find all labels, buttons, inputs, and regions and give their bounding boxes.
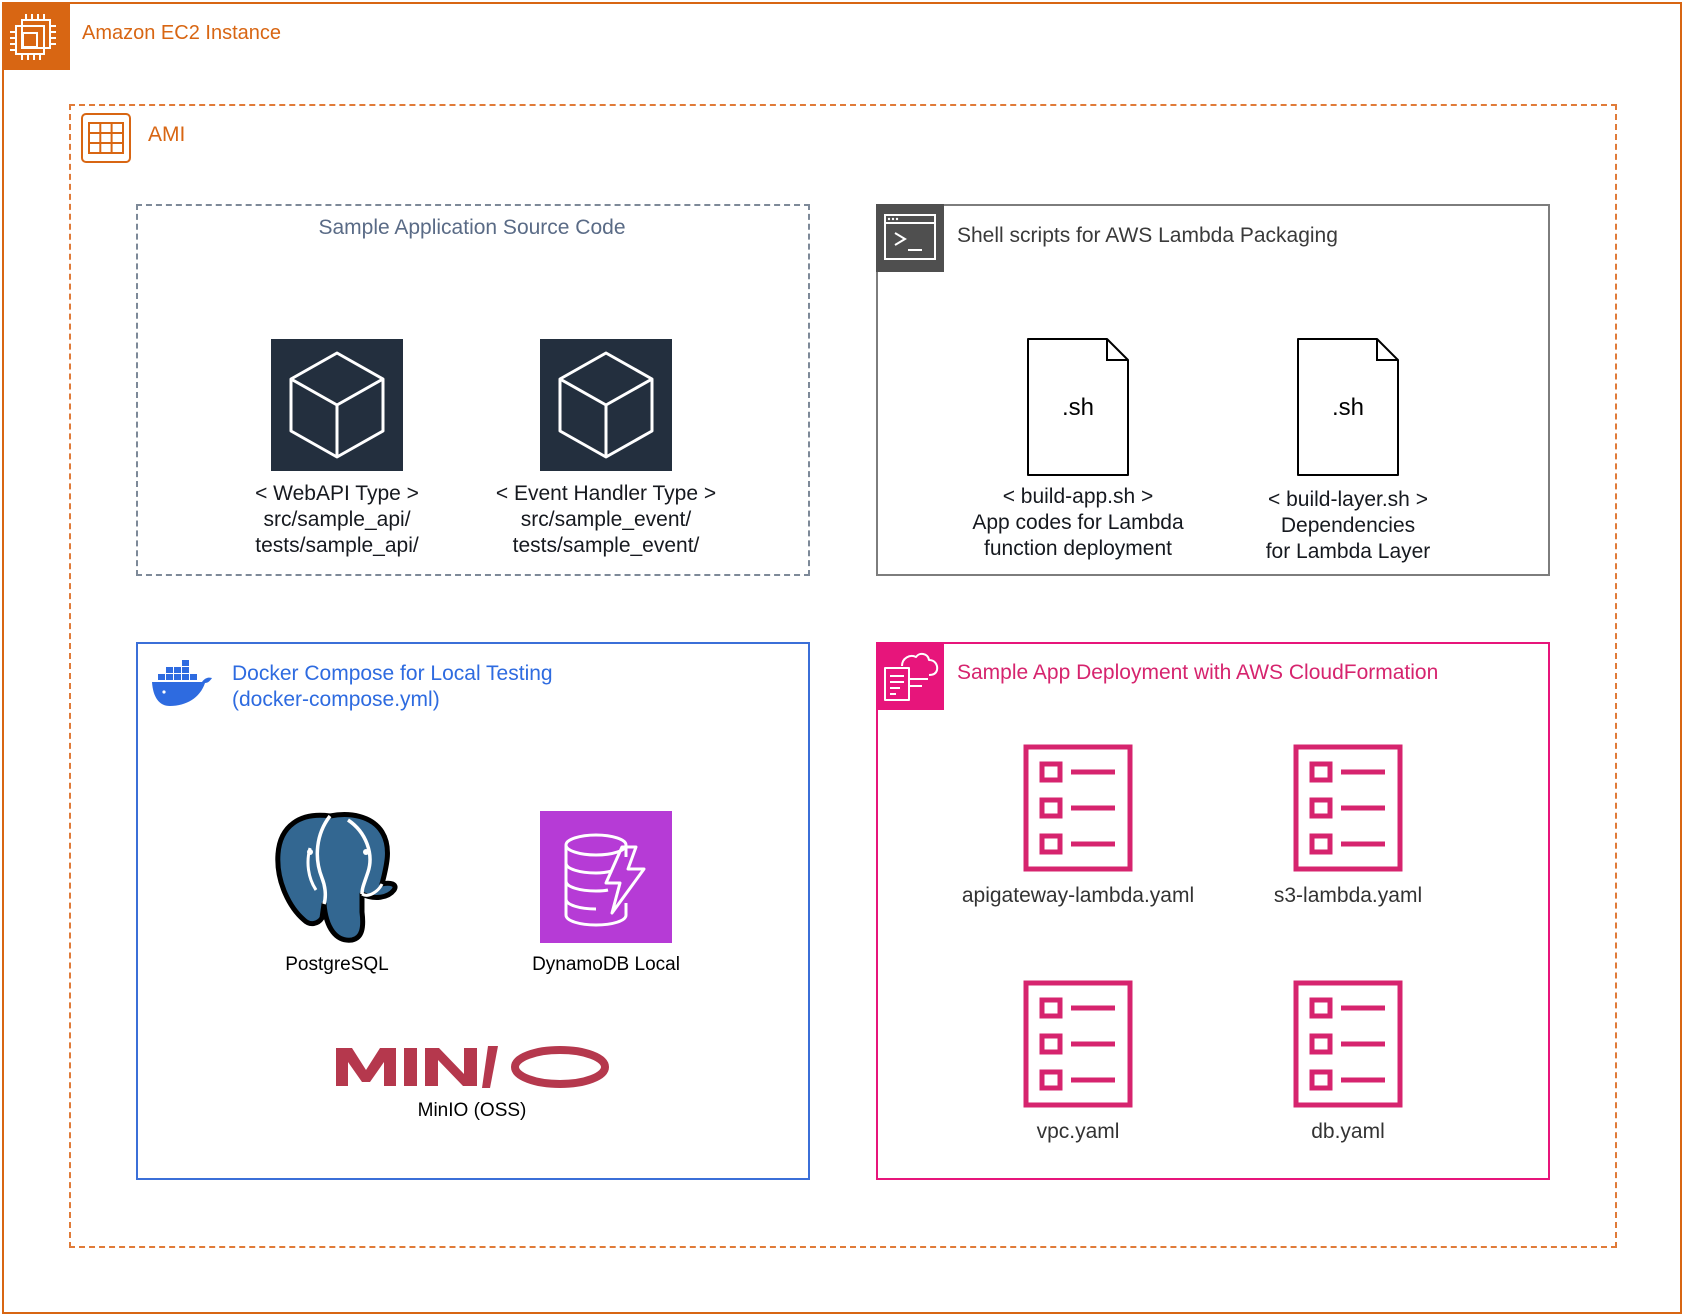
event-handler-caption [496,481,716,559]
source-code-title: Sample Application Source Code [318,216,626,239]
event-src-path: src/sample_event/ [520,508,692,531]
terminal-icon [876,204,944,272]
template-list-icon [1023,980,1133,1113]
ec2-chip-icon [2,2,70,70]
webapi-caption [255,481,419,559]
cloudformation-group [876,642,1550,1180]
template-label: s3-lambda.yaml [1273,884,1423,907]
dynamodb-icon [540,811,672,943]
template-list-icon [1293,980,1403,1113]
event-tests-path: tests/sample_event/ [512,534,700,557]
shell-file-extension: .sh [1331,394,1365,421]
build-layer-desc-1: Dependencies [1280,514,1416,537]
minio-label: MinIO (OSS) [417,1100,527,1121]
cloudformation-icon [876,642,944,710]
template-list-icon [1023,744,1133,877]
cloudformation-title: Sample App Deployment with AWS CloudFormation [957,661,1439,684]
docker-whale-icon [150,656,214,713]
build-app-desc-1: App codes for Lambda [972,511,1184,534]
ami-grid-icon [80,112,132,169]
docker-compose-title [232,661,553,713]
docker-compose-title-line-2: (docker-compose.yml) [232,688,440,711]
build-app-desc-2: function deployment [984,537,1172,560]
build-app-caption [972,484,1183,562]
template-label: apigateway-lambda.yaml [961,884,1195,907]
template-label: vpc.yaml [1036,1120,1120,1143]
package-cube-icon [540,339,672,471]
template-label: db.yaml [1311,1120,1385,1143]
build-layer-desc-2: for Lambda Layer [1265,540,1431,563]
ec2-instance-title: Amazon EC2 Instance [82,22,281,44]
postgresql-label: PostgreSQL [285,954,389,975]
docker-compose-title-line-1: Docker Compose for Local Testing [232,662,553,685]
minio-logo [332,1044,612,1093]
build-app-name: < build-app.sh > [1002,485,1154,508]
build-layer-caption [1266,487,1431,565]
webapi-tests-path: tests/sample_api/ [255,534,419,557]
webapi-src-path: src/sample_api/ [263,508,411,531]
shell-scripts-title: Shell scripts for AWS Lambda Packaging [957,224,1338,247]
webapi-type-label: < WebAPI Type > [255,482,419,505]
dynamodb-label: DynamoDB Local [532,954,680,975]
event-type-label: < Event Handler Type > [495,482,717,505]
ami-title: AMI [148,123,186,146]
template-list-icon [1293,744,1403,877]
postgresql-elephant-icon [270,808,402,951]
build-layer-name: < build-layer.sh > [1268,488,1428,511]
shell-file-extension: .sh [1061,394,1095,421]
package-cube-icon [271,339,403,471]
